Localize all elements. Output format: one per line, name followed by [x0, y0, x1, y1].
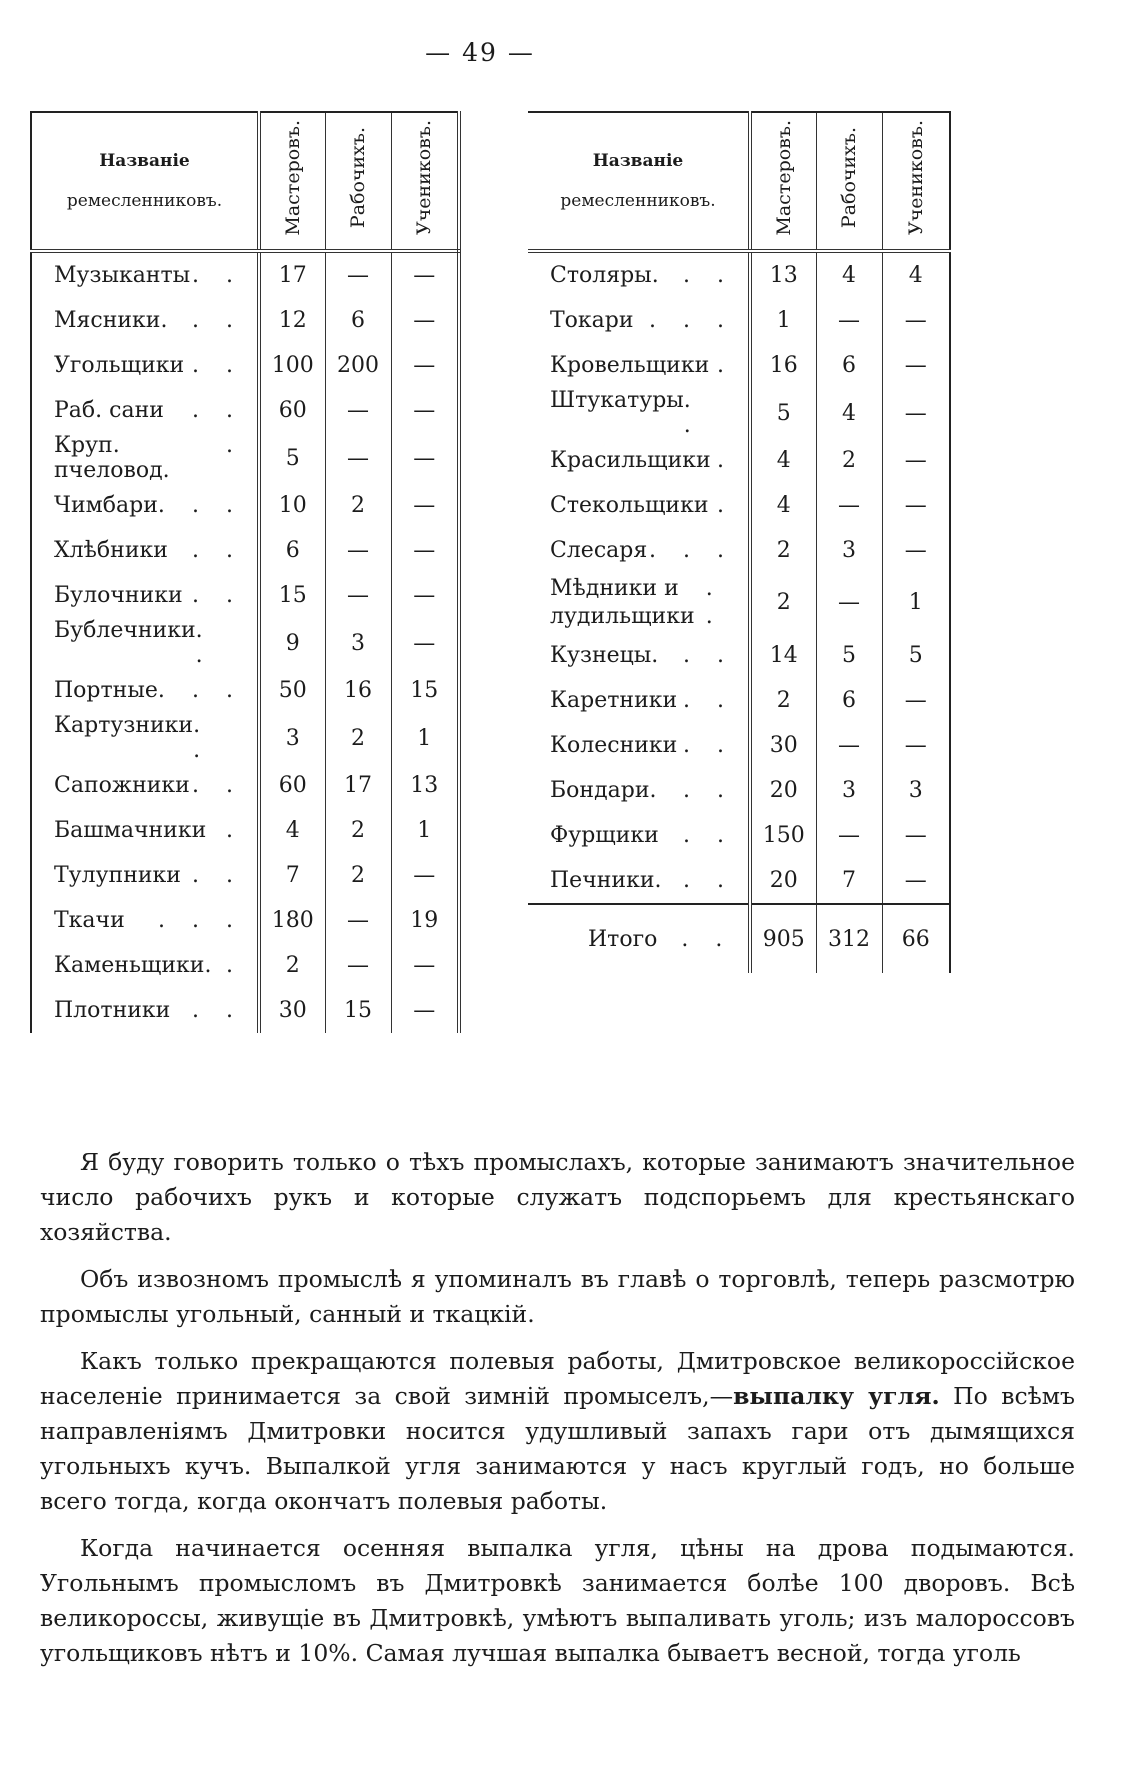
apprentices-count: 19	[391, 898, 459, 943]
workers-count: —	[816, 298, 882, 343]
craft-name	[528, 298, 750, 343]
craft-name	[528, 858, 750, 904]
leader-dots: . .	[683, 643, 734, 668]
apprentices-count: —	[882, 723, 950, 768]
craft-name	[528, 723, 750, 768]
masters-count: 180	[259, 898, 325, 943]
masters-count: 20	[750, 768, 816, 813]
workers-count: 16	[325, 668, 391, 713]
table-row	[31, 943, 459, 988]
craft-name-text: Башмачники	[54, 818, 207, 843]
leader-dots: . .	[192, 678, 243, 703]
workers-count: 4	[816, 251, 882, 298]
masters-count: 2	[750, 678, 816, 723]
paragraph-4: Когда начинается осенняя выпалка угля, цѣны на дрова подымаются. Угольнымъ промысломъ въ Дмитровкѣ занимается болѣе 100 дворовъ. Всѣ великороссы, живущіе въ Дмитровкѣ, умѣютъ выпаливать уголь; изъ малороссовъ угольщиковъ нѣтъ и 10%. Самая лучшая выпалка бываетъ весной, тогда уголь	[40, 1534, 1075, 1667]
masters-count: 5	[259, 433, 325, 483]
craft-name-text: Бондари.	[550, 778, 657, 803]
right-header-masters: Мастеровъ.	[750, 112, 816, 251]
craft-name-text: Фурщики	[550, 823, 659, 848]
craft-name	[31, 528, 259, 573]
workers-count: 2	[325, 713, 391, 763]
total-label	[528, 904, 750, 973]
workers-count: —	[816, 813, 882, 858]
table-row	[31, 898, 459, 943]
workers-count: —	[816, 483, 882, 528]
craft-name-text: Стекольщики	[550, 493, 709, 518]
leader-dots: .	[226, 818, 243, 843]
table-row	[31, 808, 459, 853]
workers-count: —	[325, 388, 391, 433]
craft-name	[31, 573, 259, 618]
masters-count: 4	[750, 438, 816, 483]
craft-name-text: Булочники	[54, 583, 183, 608]
craft-name	[528, 343, 750, 388]
craft-name	[528, 438, 750, 483]
craft-name-text: Мясники.	[54, 308, 168, 333]
apprentices-count: —	[391, 988, 459, 1033]
leader-dots: . .	[192, 308, 243, 333]
craft-name	[31, 618, 259, 668]
apprentices-count: —	[391, 573, 459, 618]
leader-dots: . .	[192, 263, 243, 288]
masters-count: 5	[750, 388, 816, 438]
total-masters: 905	[750, 904, 816, 973]
apprentices-count: —	[391, 943, 459, 988]
apprentices-count: —	[391, 298, 459, 343]
right-header-apprentices: Учениковъ.	[882, 112, 950, 251]
table-row	[31, 298, 459, 343]
paragraph-3	[40, 1344, 1075, 1519]
page-number: — 49 —	[425, 38, 535, 67]
right-table-body	[528, 251, 950, 973]
masters-count: 1	[750, 298, 816, 343]
craft-name	[528, 633, 750, 678]
table-row	[528, 528, 950, 573]
workers-count: 17	[325, 763, 391, 808]
apprentices-count: —	[882, 858, 950, 904]
craft-name-text: Бублечники	[54, 618, 196, 643]
paragraph-3-bold: выпалку угля.	[733, 1382, 940, 1410]
craft-name	[31, 668, 259, 713]
paragraph-2: Объ извозномъ промыслѣ я упоминалъ въ главѣ о торговлѣ, теперь разсмотрю промыслы угольный, санный и ткацкій.	[40, 1265, 1075, 1328]
apprentices-count: —	[391, 483, 459, 528]
workers-count: —	[325, 898, 391, 943]
masters-count: 4	[259, 808, 325, 853]
apprentices-count: —	[391, 528, 459, 573]
craft-name-text: Каменьщики.	[54, 953, 212, 978]
table-row	[528, 483, 950, 528]
header-name-line2: ремесленниковъ.	[66, 191, 223, 211]
leader-dots: . .	[195, 618, 213, 668]
left-header-masters: Мастеровъ.	[259, 112, 325, 251]
masters-count: 100	[259, 343, 325, 388]
craft-name	[528, 813, 750, 858]
apprentices-count: 1	[391, 808, 459, 853]
craft-name-text: Печники.	[550, 868, 662, 893]
apprentices-count: —	[882, 438, 950, 483]
craft-name	[31, 808, 259, 853]
right-table	[528, 111, 951, 973]
workers-count: 5	[816, 633, 882, 678]
leader-dots: . .	[192, 998, 243, 1023]
workers-count: —	[325, 528, 391, 573]
workers-count: 3	[816, 528, 882, 573]
table-row	[31, 668, 459, 713]
apprentices-count: 3	[882, 768, 950, 813]
masters-count: 14	[750, 633, 816, 678]
craft-name	[31, 388, 259, 433]
craft-name	[528, 528, 750, 573]
leader-dots: .	[226, 953, 243, 978]
right-header-name	[528, 112, 750, 251]
masters-count: 2	[750, 573, 816, 633]
craft-name	[31, 763, 259, 808]
craft-name-text: Колесники	[550, 733, 678, 758]
apprentices-count: —	[391, 251, 459, 298]
craft-name-text: Сапожники	[54, 773, 190, 798]
apprentices-count: —	[882, 528, 950, 573]
apprentices-count: 15	[391, 668, 459, 713]
table-row	[31, 573, 459, 618]
table-row	[31, 988, 459, 1033]
masters-count: 6	[259, 528, 325, 573]
apprentices-count: —	[391, 388, 459, 433]
craft-name-text: Ткачи	[54, 908, 125, 933]
total-apprentices: 66	[882, 904, 950, 973]
header-name-line2: ремесленниковъ.	[560, 191, 716, 211]
table-row	[31, 483, 459, 528]
apprentices-count: 1	[882, 573, 950, 633]
table-row	[31, 853, 459, 898]
workers-count: 7	[816, 858, 882, 904]
apprentices-count: —	[882, 813, 950, 858]
craft-name	[528, 768, 750, 813]
masters-count: 150	[750, 813, 816, 858]
leader-dots: . .	[683, 263, 734, 288]
masters-count: 17	[259, 251, 325, 298]
craft-name-text: Раб. сани	[54, 398, 164, 423]
craft-name-text: Картузники	[54, 713, 194, 738]
workers-count: 2	[325, 483, 391, 528]
craft-name-text: Слесаря	[550, 538, 648, 563]
table-row	[528, 768, 950, 813]
apprentices-count: 13	[391, 763, 459, 808]
left-table-body	[31, 251, 459, 1033]
leader-dots: . . .	[158, 908, 243, 933]
apprentices-count: —	[882, 388, 950, 438]
craft-name	[31, 433, 259, 483]
leader-dots: .	[226, 433, 243, 458]
table-row	[528, 388, 950, 438]
table-row	[31, 528, 459, 573]
workers-count: 6	[816, 343, 882, 388]
table-row	[528, 633, 950, 678]
craft-name	[31, 898, 259, 943]
table-row	[528, 438, 950, 483]
leader-dots: . .	[683, 868, 734, 893]
leader-dots: . .	[681, 926, 733, 952]
workers-count: 2	[325, 808, 391, 853]
craft-name-text: Музыканты	[54, 263, 191, 288]
workers-count: —	[816, 723, 882, 768]
craft-name	[31, 343, 259, 388]
craft-name-text: Портные.	[54, 678, 165, 703]
apprentices-count: 5	[882, 633, 950, 678]
table-row	[528, 343, 950, 388]
workers-count: —	[325, 943, 391, 988]
workers-count: —	[816, 573, 882, 633]
paragraph-3-text-cont: По всѣмъ направленіямъ Дмитровки носится удушливый запахъ гари отъ дымящихся угольныхъ кучъ. Выпалкой угля занимаются у насъ круглый годъ, но больше всего тогда, когда окончатъ полевыя работы.	[40, 1382, 1076, 1515]
paragraph-3-text: Какъ только прекращаются полевыя работы, Дмитровское великороссійское населеніе принимается за свой зимній промыселъ,—	[40, 1347, 1075, 1410]
masters-count: 7	[259, 853, 325, 898]
leader-dots: . . .	[649, 308, 734, 333]
table-row	[528, 813, 950, 858]
craft-name-text: Угольщики	[54, 353, 185, 378]
leader-dots: . .	[192, 538, 243, 563]
leader-dots: . .	[683, 388, 701, 438]
left-header-apprentices: Учениковъ.	[391, 112, 459, 251]
workers-count: 6	[325, 298, 391, 343]
workers-count: 2	[325, 853, 391, 898]
craft-name-text: Кузнецы.	[550, 643, 659, 668]
leader-dots: . .	[705, 576, 723, 629]
leader-dots: . . .	[649, 538, 734, 563]
craft-name-text: Красильщики	[550, 448, 711, 473]
craft-name-text: Штукатуры	[550, 388, 684, 413]
workers-count: —	[325, 251, 391, 298]
header-name-line1: Названіе	[592, 151, 684, 171]
workers-count: 15	[325, 988, 391, 1033]
workers-count: —	[325, 573, 391, 618]
left-header-name	[31, 112, 259, 251]
table-row	[528, 251, 950, 298]
workers-count: 3	[325, 618, 391, 668]
table-row	[31, 713, 459, 763]
craft-name-text: Мѣдники и лудильщики	[550, 576, 695, 629]
apprentices-count: —	[391, 853, 459, 898]
leader-dots: . .	[683, 823, 734, 848]
paragraph-1: Я буду говорить только о тѣхъ промыслахъ, которые занимаютъ значительное число рабочихъ рукъ и которые служатъ подспорьемъ для крестьянскаго хозяйства.	[40, 1148, 1075, 1246]
masters-count: 13	[750, 251, 816, 298]
craft-name-text: Столяры.	[550, 263, 659, 288]
craft-name	[31, 943, 259, 988]
apprentices-count: 1	[391, 713, 459, 763]
table-row	[31, 388, 459, 433]
header-name-line1: Названіе	[99, 151, 190, 171]
craft-name	[528, 388, 750, 438]
workers-count: 2	[816, 438, 882, 483]
leader-dots: . .	[683, 733, 734, 758]
leader-dots: . .	[193, 713, 211, 763]
apprentices-count: —	[391, 618, 459, 668]
total-label-text: Итого	[588, 926, 658, 952]
apprentices-count: —	[391, 433, 459, 483]
craft-name	[31, 713, 259, 763]
craft-name	[31, 251, 259, 298]
workers-count: 4	[816, 388, 882, 438]
craft-name	[31, 483, 259, 528]
masters-count: 9	[259, 618, 325, 668]
masters-count: 16	[750, 343, 816, 388]
leader-dots: . .	[192, 493, 243, 518]
table-row	[31, 618, 459, 668]
craft-name	[31, 298, 259, 343]
left-header-workers: Рабочихъ.	[325, 112, 391, 251]
masters-count: 2	[750, 528, 816, 573]
masters-count: 2	[259, 943, 325, 988]
craft-name-text: Плотники	[54, 998, 171, 1023]
leader-dots: . .	[192, 583, 243, 608]
leader-dots: . .	[192, 863, 243, 888]
table-row	[31, 433, 459, 483]
table-row	[528, 573, 950, 633]
leader-dots: . .	[683, 688, 734, 713]
craft-name	[31, 853, 259, 898]
workers-count: 200	[325, 343, 391, 388]
table-row	[528, 678, 950, 723]
table-row	[528, 723, 950, 768]
workers-count: —	[325, 433, 391, 483]
leader-dots: .	[717, 448, 734, 473]
masters-count: 12	[259, 298, 325, 343]
total-row	[528, 904, 950, 973]
masters-count: 20	[750, 858, 816, 904]
apprentices-count: —	[882, 483, 950, 528]
leader-dots: .	[717, 493, 734, 518]
craft-name	[528, 573, 750, 633]
masters-count: 50	[259, 668, 325, 713]
leader-dots: . .	[192, 353, 243, 378]
masters-count: 4	[750, 483, 816, 528]
total-workers: 312	[816, 904, 882, 973]
table-row	[31, 763, 459, 808]
table-row	[528, 298, 950, 343]
workers-count: 3	[816, 768, 882, 813]
table-row	[31, 251, 459, 298]
masters-count: 60	[259, 763, 325, 808]
craft-name	[31, 988, 259, 1033]
leader-dots: . .	[192, 773, 243, 798]
masters-count: 60	[259, 388, 325, 433]
masters-count: 3	[259, 713, 325, 763]
craft-name-text: Чимбари.	[54, 493, 165, 518]
table-row	[31, 343, 459, 388]
apprentices-count: 4	[882, 251, 950, 298]
apprentices-count: —	[391, 343, 459, 388]
leader-dots: . .	[192, 398, 243, 423]
craft-name-text: Каретники	[550, 688, 678, 713]
craft-name-text: Токари	[550, 308, 634, 333]
apprentices-count: —	[882, 678, 950, 723]
craft-name	[528, 483, 750, 528]
craft-name-text: Хлѣбники	[54, 538, 168, 563]
apprentices-count: —	[882, 298, 950, 343]
masters-count: 15	[259, 573, 325, 618]
masters-count: 10	[259, 483, 325, 528]
body-text	[40, 1145, 1075, 1683]
table-row	[528, 858, 950, 904]
workers-count: 6	[816, 678, 882, 723]
leader-dots: .	[717, 353, 734, 378]
craft-name-text: Тулупники	[54, 863, 181, 888]
crafts-tables	[30, 111, 1030, 1141]
leader-dots: . .	[683, 778, 734, 803]
apprentices-count: —	[882, 343, 950, 388]
masters-count: 30	[750, 723, 816, 768]
craft-name	[528, 678, 750, 723]
craft-name-text: Кровельщики	[550, 353, 710, 378]
masters-count: 30	[259, 988, 325, 1033]
left-table	[30, 111, 461, 1033]
craft-name	[528, 251, 750, 298]
craft-name-text: Круп. пчеловод.	[54, 433, 170, 483]
right-header-workers: Рабочихъ.	[816, 112, 882, 251]
